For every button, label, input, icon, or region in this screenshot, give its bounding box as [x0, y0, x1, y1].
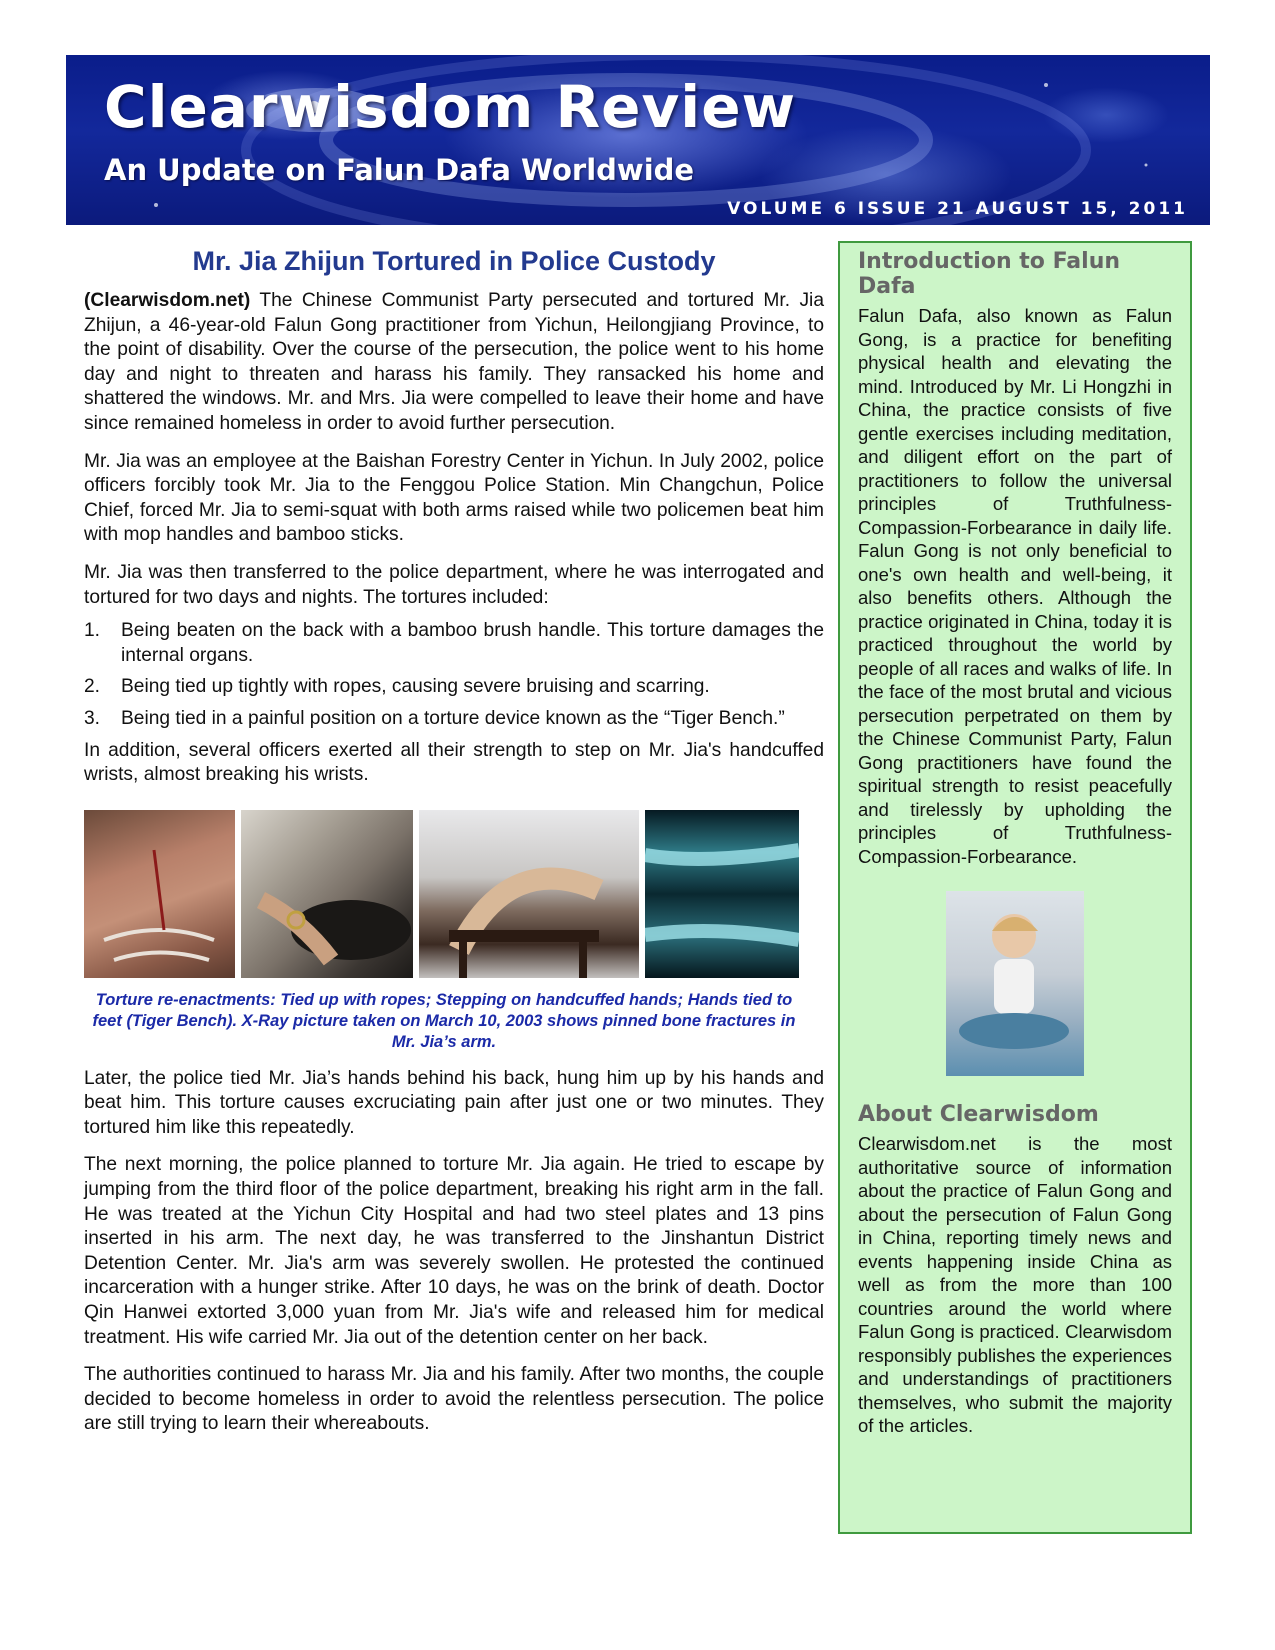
photo-xray — [645, 810, 799, 978]
paragraph-1-text: The Chinese Communist Party persecuted and tortured Mr. Jia Zhijun, a 46-year-old Falun Gong practitioner from Yichun, Heilongjiang Province, to the point of disability. Over the course of the persecution, the police went to his home day and night to threaten and harass his family. They ransacked his home and shattered the windows. Mr. and Mrs. Jia were compelled to leave their home and have since remained homeless in order to avoid further persecution. — [84, 290, 824, 434]
photo-strip — [84, 810, 824, 978]
list-number: 2. — [84, 676, 101, 698]
list-number: 3. — [84, 707, 101, 729]
publication-title: Clearwisdom Review — [104, 73, 797, 141]
photo-stepping-hands — [241, 810, 413, 978]
article-paragraph-7: The authorities continued to harass Mr. Jia and his family. After two months, the couple decided to become homeless in order to avoid the relentless persecution. The police are still trying to learn their whereabouts. — [84, 1364, 824, 1435]
photo-caption: Torture re-enactments: Tied up with ropes; Stepping on handcuffed hands; Hands tied to feet (Tiger Bench). X-Ray picture taken on March 10, 2003 shows pinned bone fractures in Mr. Jia’s arm. — [92, 990, 796, 1051]
article-paragraph-5: Later, the police tied Mr. Jia’s hands behind his back, hung him up by his hands and beat him. This torture causes excruciating pain after just one or two minutes. They tortured him like this repeatedly. — [84, 1067, 824, 1138]
about-heading: About Clearwisdom — [858, 1102, 1099, 1127]
about-text: Clearwisdom.net is the most authoritative source of information about the practice of Falun Gong and about the persecution of Falun Gong in China, reporting timely news and events happening inside China as well as from the more than 100 countries around the world where Falun Gong is practiced. Clearwisdom responsibly publishes the experiences and understandings of practitioners themselves, who submit the majority of the articles. — [858, 1133, 1172, 1436]
list-text: Being tied up tightly with ropes, causing severe bruising and scarring. — [121, 676, 710, 698]
article-paragraph-1 — [84, 289, 824, 437]
list-item — [84, 707, 824, 732]
list-text: Being beaten on the back with a bamboo brush handle. This torture damages the internal organs. — [121, 620, 824, 666]
photo-tiger-bench — [419, 810, 639, 978]
photo-tied-ropes — [84, 810, 235, 978]
list-item — [84, 619, 824, 668]
list-text: Being tied in a painful position on a torture device known as the “Tiger Bench.” — [121, 707, 785, 729]
sidebar-box — [838, 241, 1192, 1534]
torture-list — [84, 619, 824, 731]
main-article — [84, 246, 824, 1450]
article-paragraph-2: Mr. Jia was an employee at the Baishan Forestry Center in Yichun. In July 2002, police officers forcibly took Mr. Jia to the Fenggou Police Station. Min Changchun, Police Chief, forced Mr. Jia to semi-squat with both arms raised while two policemen beat him with mop handles and bamboo sticks. — [84, 450, 824, 546]
meditating-child-photo — [946, 891, 1084, 1076]
masthead-banner — [66, 55, 1210, 225]
publication-subtitle: An Update on Falun Dafa Worldwide — [104, 153, 695, 187]
article-title: Mr. Jia Zhijun Tortured in Police Custody — [192, 246, 716, 276]
source-tag: (Clearwisdom.net) — [84, 290, 251, 311]
issue-line: VOLUME 6 ISSUE 21 AUGUST 15, 2011 — [727, 199, 1188, 219]
article-paragraph-4: In addition, several officers exerted all their strength to step on Mr. Jia's handcuffed wrists, almost breaking his wrists. — [84, 739, 824, 786]
list-item — [84, 675, 824, 700]
article-paragraph-6: The next morning, the police planned to torture Mr. Jia again. He tried to escape by jumping from the third floor of the police department, breaking his right arm in the fall. He was treated at the Yichun City Hospital and had two steel plates and 13 pins inserted in his arm. The next day, he was transferred to the Jinshantun District Detention Center. Mr. Jia's arm was severely swollen. He protested the continued incarceration with a hunger strike. After 10 days, he was on the brink of death. Doctor Qin Hanwei extorted 3,000 yuan from Mr. Jia's wife and released him for medical treatment. His wife carried Mr. Jia out of the detention center on her back. — [84, 1154, 824, 1348]
article-paragraph-3: Mr. Jia was then transferred to the police department, where he was interrogated and tortured for two days and nights. The tortures included: — [84, 561, 824, 608]
intro-text: Falun Dafa, also known as Falun Gong, is a practice for benefiting physical health and elevating the mind. Introduced by Mr. Li Hongzhi in China, the practice consists of five gentle exercises including meditation, and diligent effort on the part of practitioners to follow the universal principles of Truthfulness-Compassion-Forbearance in daily life. Falun Gong is not only beneficial to one's own health and well-being, it also benefits others. Although the practice originated in China, today it is practiced throughout the world by people of all races and walks of life. In the face of the most brutal and vicious persecution perpetrated on them by the Chinese Communist Party, Falun Gong practitioners have found the spiritual strength to resist peacefully and tirelessly by upholding the principles of Truthfulness-Compassion-Forbearance. — [858, 305, 1172, 867]
list-number: 1. — [84, 620, 101, 642]
intro-heading: Introduction to Falun Dafa — [858, 249, 1121, 299]
